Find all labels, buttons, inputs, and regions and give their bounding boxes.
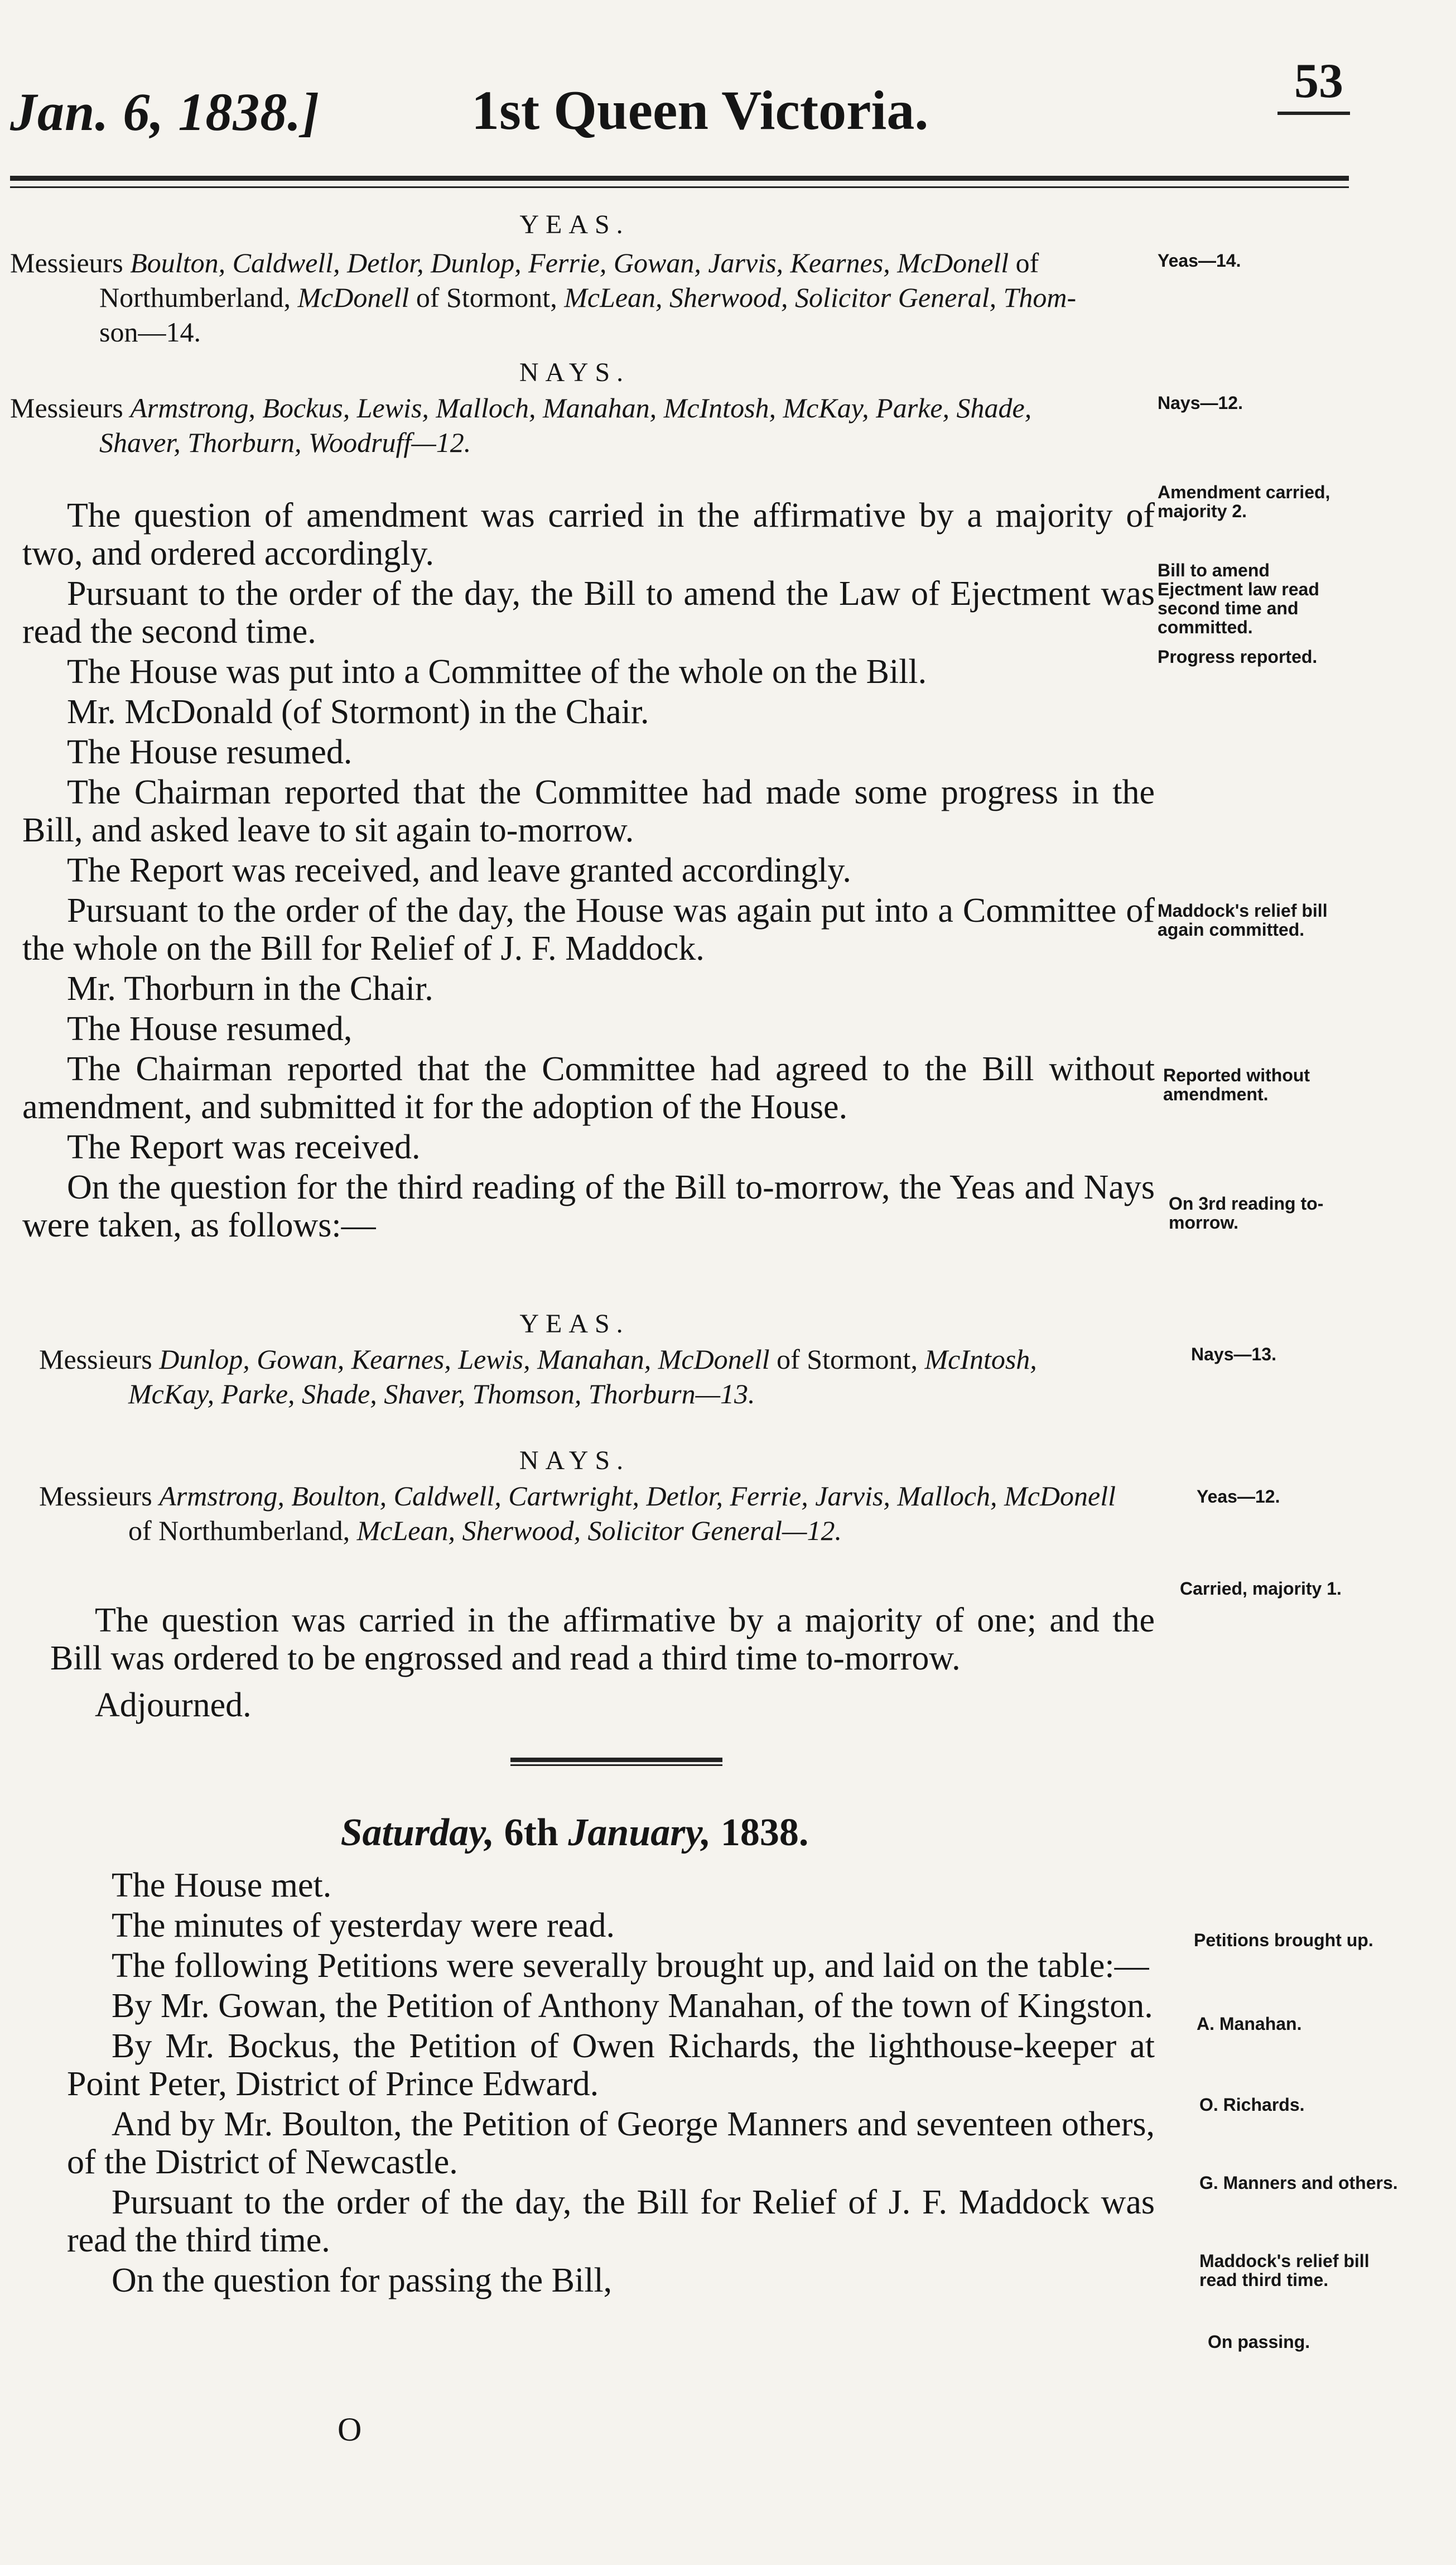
- yeas-line2c: of Stormont,: [416, 282, 557, 313]
- paragraph: The Report was received, and leave granted accordingly.: [67, 851, 851, 889]
- margin-note-nays13: Nays—13.: [1191, 1344, 1276, 1364]
- body-section-1: [22, 497, 1155, 1247]
- paragraph: Pursuant to the order of the day, the Bill to amend the Law of Ejectment was read the second time.: [22, 575, 1155, 651]
- yeas-names-line1: Boulton, Caldwell, Detlor, Dunlop, Ferrie, Gowan, Jarvis, Kearnes, McDonell: [130, 247, 1009, 278]
- margin-note-yeas14: Yeas—14.: [1158, 251, 1241, 271]
- paragraph: The House resumed,: [67, 1010, 353, 1048]
- yeas-heading-2: YEAS.: [519, 1309, 630, 1339]
- header-rule-thin: [10, 186, 1349, 188]
- paragraph: The House was put into a Committee of the whole on the Bill.: [67, 653, 927, 691]
- nays2-line1: Armstrong, Boulton, Caldwell, Cartwright, Detlor, Ferrie, Jarvis, Malloch, McDonell: [159, 1480, 1116, 1512]
- margin-note-on-passing: On passing.: [1208, 2332, 1310, 2352]
- yeas-line2b: McDonell: [297, 282, 409, 313]
- paragraph: The House resumed.: [67, 733, 353, 771]
- yeas-line2a: Northumberland,: [99, 282, 291, 313]
- yeas2-prefix: Messieurs: [39, 1344, 152, 1375]
- paragraph: Adjourned.: [95, 1686, 252, 1724]
- paragraph: The minutes of yesterday were read.: [112, 1907, 615, 1945]
- paragraph: Mr. McDonald (of Stormont) in the Chair.: [67, 693, 649, 731]
- yeas-heading-1: YEAS.: [519, 210, 630, 239]
- nays-prefix: Messieurs: [10, 392, 123, 424]
- paragraph: On the question for the third reading of the Bill to-morrow, the Yeas and Nays were taken, as follows:—: [22, 1168, 1155, 1244]
- margin-note-third-reading: On 3rd reading to-morrow.: [1169, 1194, 1324, 1233]
- paragraph: And by Mr. Boulton, the Petition of George Manners and seventeen others, of the District of Newcastle.: [67, 2105, 1155, 2181]
- nays2-line2b: McLean, Sherwood, Solicitor General—12.: [356, 1515, 842, 1546]
- paragraph: On the question for passing the Bill,: [112, 2261, 613, 2299]
- header-rule-thick: [10, 176, 1349, 181]
- yeas2-of: of Stormont,: [777, 1344, 918, 1375]
- margin-note-reported: Reported without amendment.: [1163, 1065, 1310, 1104]
- margin-note-manners: G. Manners and others.: [1199, 2173, 1398, 2193]
- yeas-prefix: Messieurs: [10, 247, 123, 278]
- margin-note-progress: Progress reported.: [1158, 647, 1318, 667]
- yeas2-line1: Dunlop, Gowan, Kearnes, Lewis, Manahan, McDonell: [159, 1344, 770, 1375]
- margin-note-maddock-committed: Maddock's relief bill again committed.: [1158, 901, 1328, 940]
- yeas2-line1b: McIntosh,: [924, 1344, 1037, 1375]
- nays2-line2a: of Northumberland,: [128, 1515, 350, 1546]
- yeas-of: of: [1015, 247, 1039, 278]
- yeas-line3: son—14.: [99, 316, 201, 348]
- paragraph: The following Petitions were severally brought up, and laid on the table:—: [112, 1947, 1149, 1985]
- paragraph: The question was carried in the affirmative by a majority of one; and the Bill was ordered to be engrossed and read a third time to-morrow.: [50, 1601, 1155, 1677]
- body-section-3: [67, 1866, 1155, 2302]
- paragraph: Mr. Thorburn in the Chair.: [67, 970, 433, 1008]
- margin-note-nays12: Nays—12.: [1158, 393, 1243, 413]
- paragraph: Pursuant to the order of the day, the Bill for Relief of J. F. Maddock was read the third time.: [67, 2183, 1155, 2259]
- date-day: Saturday,: [340, 1811, 495, 1854]
- yeas-list-2: [39, 1342, 1171, 1411]
- margin-note-amendment: Amendment carried, majority 2.: [1158, 482, 1330, 521]
- nays2-prefix: Messieurs: [39, 1480, 152, 1512]
- paragraph: Pursuant to the order of the day, the House was again put into a Committee of the whole on the Bill for Relief of J. F. Maddock.: [22, 892, 1155, 968]
- paragraph: The House met.: [112, 1866, 332, 1904]
- paragraph: The Chairman reported that the Committee had made some progress in the Bill, and asked leave to sit again to-morrow.: [22, 773, 1155, 849]
- nays-names-line1: Armstrong, Bockus, Lewis, Malloch, Manahan, McIntosh, McKay, Parke, Shade,: [130, 392, 1032, 424]
- margin-note-yeas12: Yeas—12.: [1197, 1486, 1280, 1507]
- section-divider-thin: [510, 1764, 722, 1766]
- yeas-list-1: [10, 246, 1142, 349]
- date-heading: [0, 1811, 1149, 1855]
- nays-list-2: [39, 1479, 1171, 1548]
- nays-names-line2: Shaver, Thorburn, Woodruff—12.: [99, 427, 471, 458]
- nays-heading-1: NAYS.: [519, 358, 630, 387]
- margin-note-manahan: A. Manahan.: [1197, 2014, 1302, 2034]
- date-month: January,: [568, 1811, 711, 1854]
- margin-note-carried1: Carried, majority 1.: [1180, 1579, 1342, 1599]
- date-year: 1838.: [720, 1811, 809, 1854]
- margin-note-ejectment: Bill to amend Ejectment law read second time and committed.: [1158, 560, 1319, 637]
- paragraph: The Report was received.: [67, 1128, 421, 1166]
- section-divider: [510, 1758, 722, 1762]
- margin-note-petitions: Petitions brought up.: [1194, 1930, 1373, 1950]
- margin-note-richards: O. Richards.: [1199, 2095, 1305, 2115]
- yeas-line2d: McLean, Sherwood, Solicitor General, Thom-: [564, 282, 1077, 313]
- page-number: 53: [1294, 54, 1343, 108]
- body-section-2: [50, 1601, 1155, 1726]
- margin-note-maddock-third: Maddock's relief bill read third time.: [1199, 2251, 1370, 2290]
- header-date: Jan. 6, 1838.]: [10, 82, 320, 142]
- nays-heading-2: NAYS.: [519, 1446, 630, 1475]
- header-title: 1st Queen Victoria.: [471, 79, 929, 141]
- paragraph: By Mr. Gowan, the Petition of Anthony Manahan, of the town of Kingston.: [112, 1987, 1153, 2025]
- header-short-rule: [1277, 112, 1350, 115]
- paragraph: The Chairman reported that the Committee had agreed to the Bill without amendment, and submitted it for the adoption of the House.: [22, 1050, 1155, 1126]
- date-date: 6th: [504, 1811, 558, 1854]
- paragraph: By Mr. Bockus, the Petition of Owen Richards, the lighthouse-keeper at Point Peter, District of Prince Edward.: [67, 2027, 1155, 2103]
- signature-mark: O: [338, 2411, 362, 2448]
- nays-list-1: [10, 391, 1142, 460]
- yeas2-line2: McKay, Parke, Shade, Shaver, Thomson, Thorburn—13.: [128, 1378, 755, 1409]
- paragraph: The question of amendment was carried in the affirmative by a majority of two, and ordered accordingly.: [22, 497, 1155, 572]
